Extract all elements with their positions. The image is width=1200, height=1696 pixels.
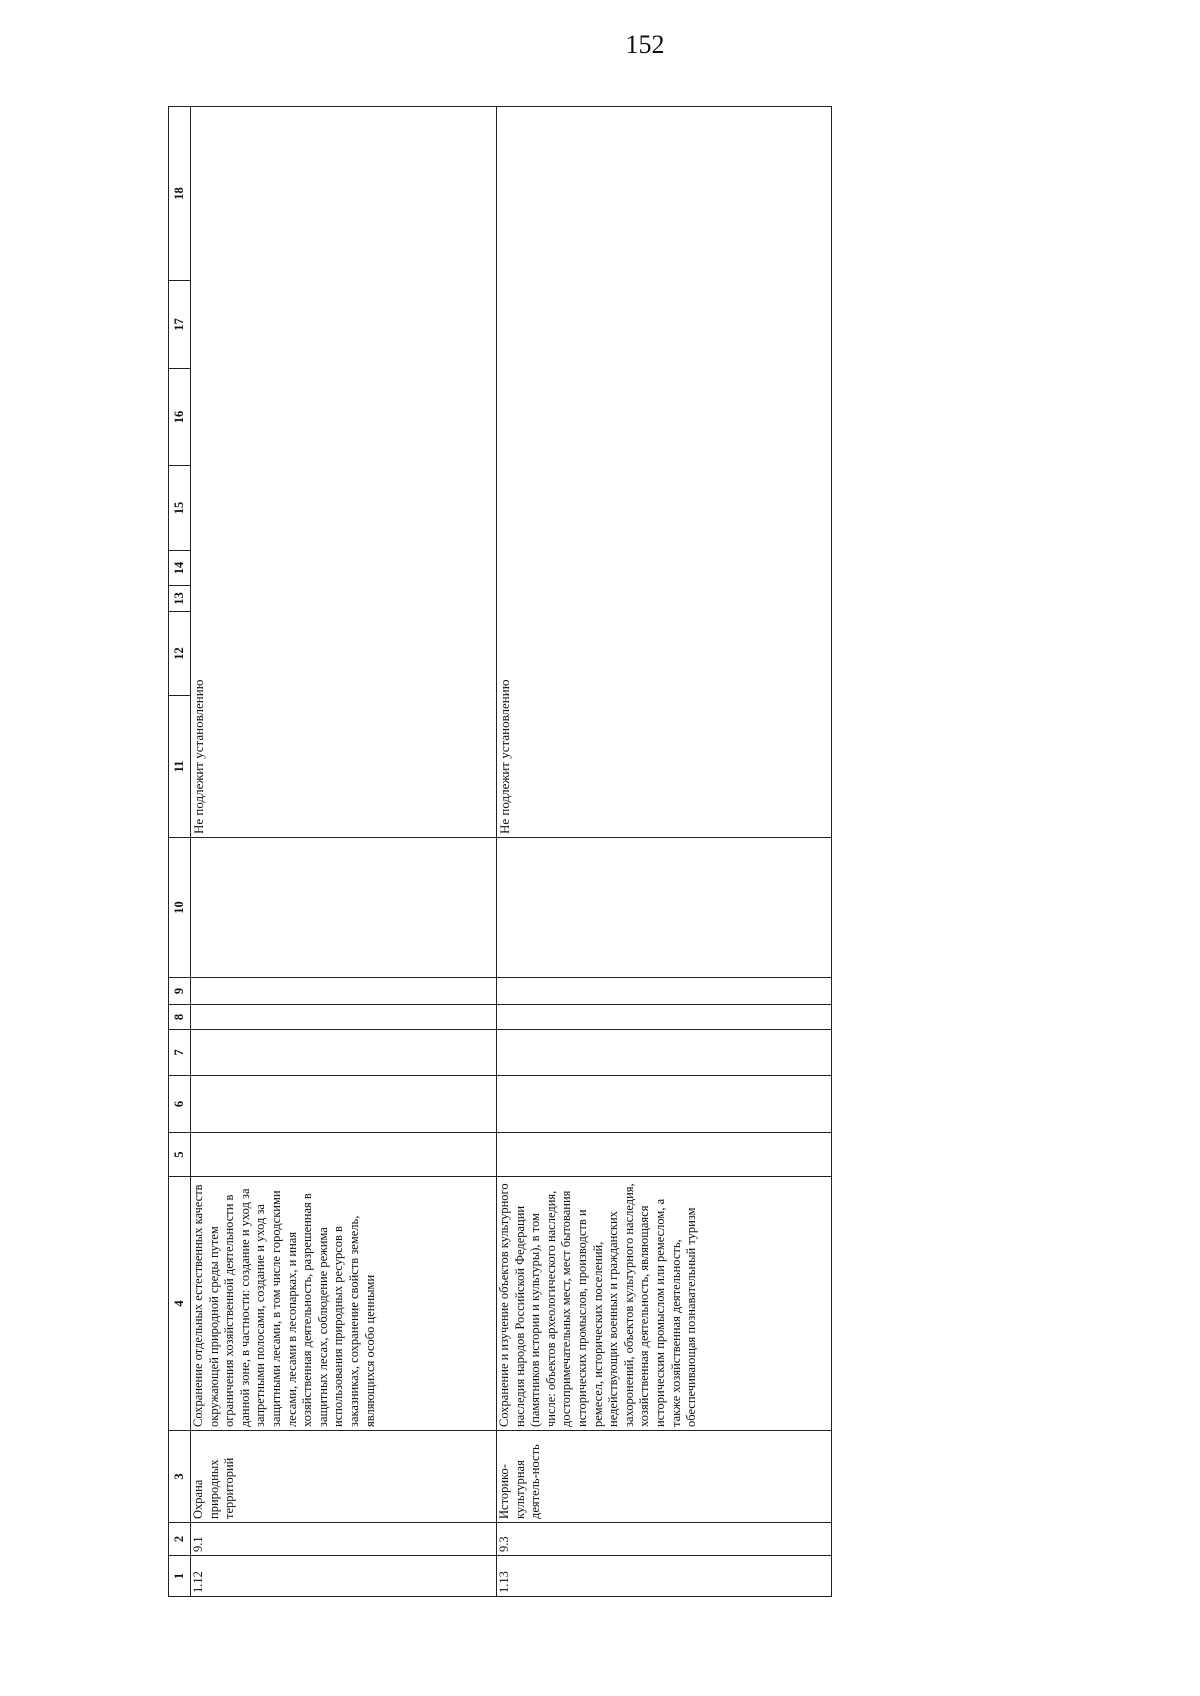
header-cell: 4 [169, 1177, 191, 1431]
header-cell: 6 [169, 1076, 191, 1133]
empty-cell [191, 1030, 497, 1076]
zoning-table [168, 106, 832, 1597]
header-cell: 15 [169, 466, 191, 551]
empty-cell [497, 1030, 832, 1076]
header-cell: 18 [169, 107, 191, 281]
page-number: 152 [625, 30, 665, 59]
empty-cell [191, 1076, 497, 1133]
header-cell: 2 [169, 1523, 191, 1556]
description-cell: Сохранение и изучение объектов культурного наследия народов Российской Федерации (памятников истории и культуры), в том числе: объектов археологического наследия, достопримечательных мест, мест бытования исторических промыслов, производств и ремесел, исторических поселений, недействующих военных и гражданских захоронений, объектов культурного наследия, хозяйственная деятельность, являющаяся историческим промыслом или ремеслом, а также хозяйственная деятельность, обеспечивающая познавательный туризм [497, 1177, 832, 1431]
empty-cell [191, 978, 497, 1005]
code-cell: 9.3 [497, 1523, 832, 1556]
rotated-table-wrapper [168, 107, 828, 1597]
header-cell: 14 [169, 551, 191, 586]
row-number-cell: 1.13 [497, 1556, 832, 1597]
header-cell: 16 [169, 369, 191, 466]
parameters-merged-cell: Не подлежит установлению [497, 107, 832, 838]
header-cell: 8 [169, 1005, 191, 1030]
header-row [169, 107, 191, 1597]
code-cell: 9.1 [191, 1523, 497, 1556]
header-cell: 11 [169, 696, 191, 838]
table-row [497, 107, 832, 1597]
header-cell: 3 [169, 1431, 191, 1523]
empty-cell [191, 838, 497, 978]
header-cell: 5 [169, 1133, 191, 1177]
header-cell: 13 [169, 586, 191, 612]
parameters-merged-cell: Не подлежит установлению [191, 107, 497, 838]
empty-cell [497, 1133, 832, 1177]
row-number-cell: 1.12 [191, 1556, 497, 1597]
empty-cell [497, 838, 832, 978]
header-cell: 17 [169, 281, 191, 369]
empty-cell [497, 978, 832, 1005]
table-row [191, 107, 497, 1597]
header-cell: 1 [169, 1556, 191, 1597]
description-cell: Сохранение отдельных естественных качеств окружающей природной среды путем ограничения хозяйственной деятельности в данной зоне, в частности: создание и уход за запретными полосами, создание и уход за защитными лесами, в том числе городскими лесами, лесами в лесопарках, и иная хозяйственная деятельность, разрешенная в защитных лесах, соблюдение режима использования природных ресурсов в заказниках, сохранение свойств земель, являющихся особо ценными [191, 1177, 497, 1431]
empty-cell [191, 1005, 497, 1030]
use-name-cell: Историко-культурная деятель-ность [497, 1431, 832, 1523]
use-name-cell: Охрана природных территорий [191, 1431, 497, 1523]
header-cell: 9 [169, 978, 191, 1005]
empty-cell [497, 1005, 832, 1030]
header-cell: 12 [169, 612, 191, 696]
empty-cell [497, 1076, 832, 1133]
header-cell: 10 [169, 838, 191, 978]
header-cell: 7 [169, 1030, 191, 1076]
empty-cell [191, 1133, 497, 1177]
